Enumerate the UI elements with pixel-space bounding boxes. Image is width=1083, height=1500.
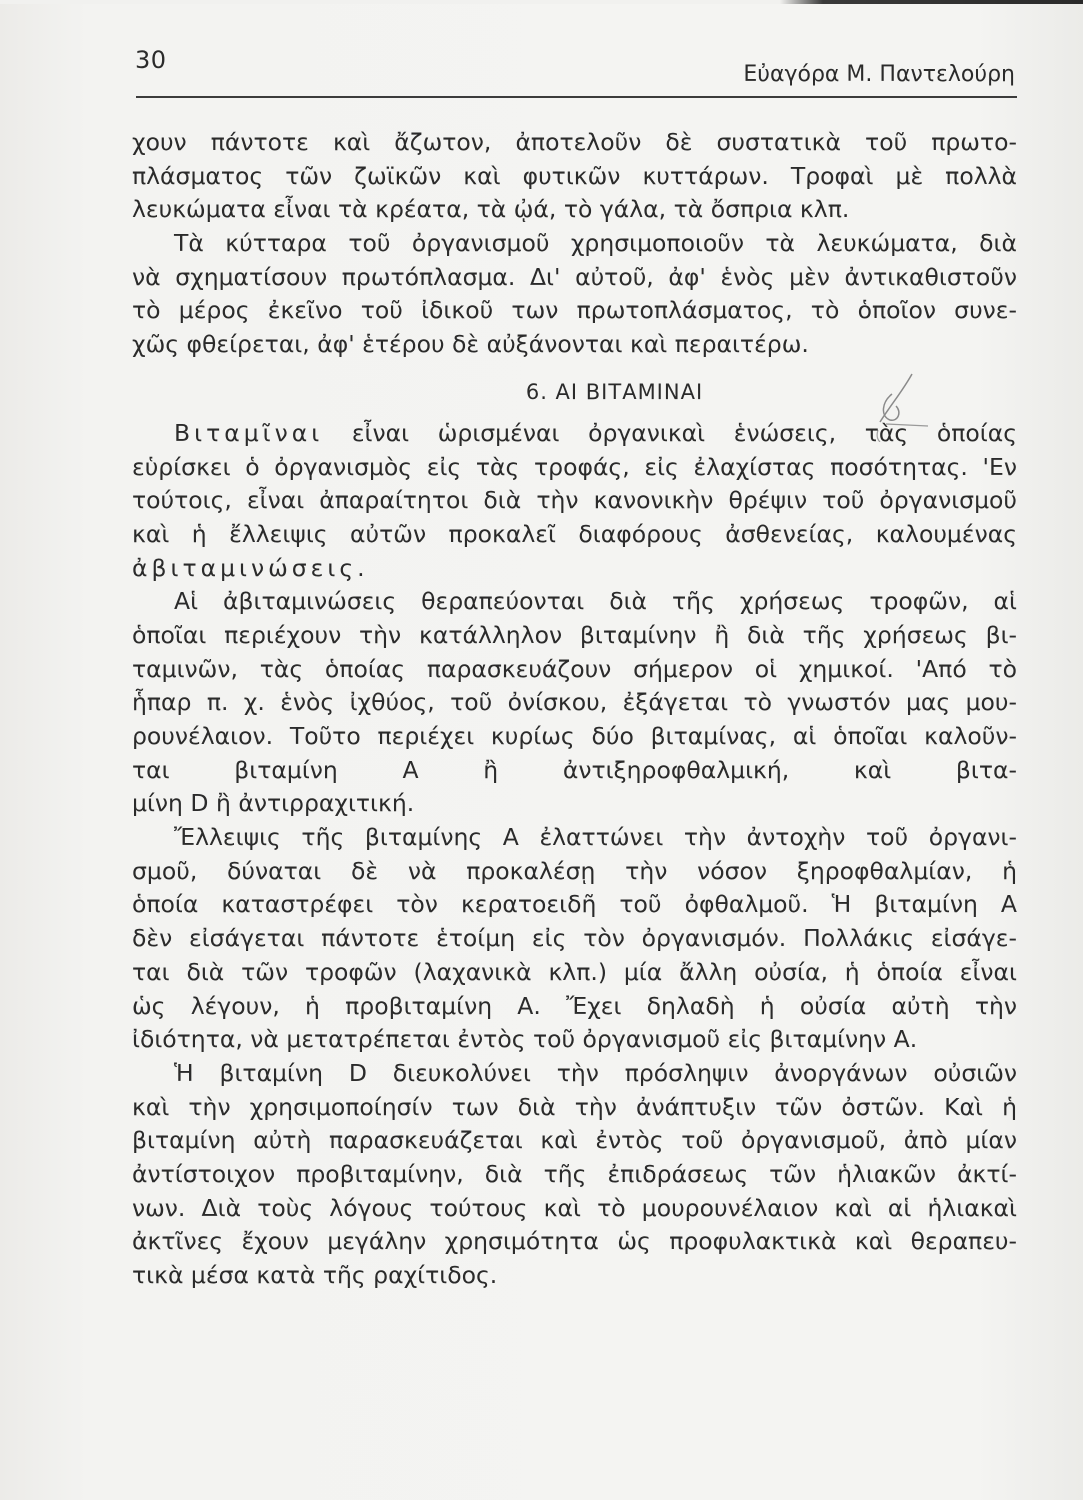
header-rule — [136, 96, 1017, 98]
text-line: ἀκτῖνες ἔχουν μεγάλην χρησιμότητα ὡς προφυλακτικὰ καὶ θεραπευ- — [132, 1227, 1017, 1256]
text-line: ὡς λέγουν, ἡ προβιταμίνη Α. Ἔχει δηλαδὴ ἡ οὐσία αὐτὴ τὴν — [132, 991, 1017, 1020]
text-line: τούτοις, εἶναι ἀπαραίτητοι διὰ τὴν κανονικὴν θρέψιν τοῦ ὀργανισμοῦ — [132, 486, 1017, 515]
text-line: ἀβιταμινώσεις. — [132, 553, 369, 582]
text-line: νων. Διὰ τοὺς λόγους τούτους καὶ τὸ μουρουνέλαιον καὶ αἱ ἡλιακαὶ — [132, 1193, 1017, 1222]
text-line: ἀντίστοιχον προβιταμίνην, διὰ τῆς ἐπιδράσεως τῶν ἡλιακῶν ἀκτί- — [132, 1159, 1017, 1188]
text-line: τὸ μέρος ἐκεῖνο τοῦ ἰδικοῦ των πρωτοπλάσματος, τὸ ὁποῖον συνε- — [132, 296, 1017, 325]
text-line: Ἔλλειψις τῆς βιταμίνης Α ἐλαττώνει τὴν ἀντοχὴν τοῦ ὀργανι- — [174, 823, 1017, 852]
body-text — [132, 126, 1017, 1293]
text-line: δὲν εἰσάγεται πάντοτε ἑτοίμη εἰς τὸν ὀργανισμόν. Πολλάκις εἰσάγε- — [132, 924, 1017, 953]
text-line: μίνη D ἢ ἀντιρραχιτική. — [132, 789, 415, 818]
text-line: καὶ ἡ ἔλλειψις αὐτῶν προκαλεῖ διαφόρους ἀσθενείας, καλουμένας — [132, 519, 1017, 548]
text-line: χῶς φθείρεται, ἀφ' ἑτέρου δὲ αὐξάνονται καὶ περαιτέρω. — [132, 330, 809, 359]
text-run: εἶναι ὡρισμέναι ὀργανικαὶ ἑνώσεις, τὰς ὁποίας — [351, 418, 1017, 447]
text-line: τικὰ μέσα κατὰ τῆς ραχίτιδος. — [132, 1261, 498, 1289]
text-line: εὑρίσκει ὁ ὀργανισμὸς εἰς τὰς τροφάς, εἰς ἐλαχίστας ποσότητας. 'Εν — [132, 452, 1017, 481]
running-head: Εὐαγόρα Μ. Παντελούρη — [743, 62, 1015, 87]
text-line: χουν πάντοτε καὶ ἄζωτον, ἀποτελοῦν δὲ συστατικὰ τοῦ πρωτο- — [132, 128, 1017, 156]
section-heading: 6. ΑΙ ΒΙΤΑΜΙΝΑΙ — [525, 379, 704, 404]
page-number: 30 — [135, 46, 167, 74]
text-line: ἧπαρ π. χ. ἑνὸς ἰχθύος, τοῦ ὀνίσκου, ἐξάγεται τὸ γνωστόν μας μου- — [132, 688, 1017, 717]
text-line: ὁποῖαι περιέχουν τὴν κατάλληλον βιταμίνην ἢ διὰ τῆς χρήσεως βι- — [132, 620, 1017, 649]
spaced-term: Βιταμῖναι — [174, 418, 324, 447]
text-line: καὶ τὴν χρησιμοποίησίν των διὰ τὴν ἀνάπτυξιν τῶν ὀστῶν. Καὶ ἡ — [132, 1092, 1017, 1121]
text-line: ται βιταμίνη Α ἢ ἀντιξηροφθαλμική, καὶ βιτα- — [132, 755, 1017, 784]
text-line: ταμινῶν, τὰς ὁποίας παρασκευάζουν σήμερον οἱ χημικοί. 'Από τὸ — [132, 654, 1017, 683]
text-line: νὰ σχηματίσουν πρωτόπλασμα. Δι' αὐτοῦ, ἀφ' ἑνὸς μὲν ἀντικαθιστοῦν — [132, 262, 1017, 291]
text-line: ρουνέλαιον. Τοῦτο περιέχει κυρίως δύο βιταμίνας, αἱ ὁποῖαι καλοῦν- — [132, 722, 1017, 750]
text-line: ἰδιότητα, νὰ μετατρέπεται ἐντὸς τοῦ ὀργανισμοῦ εἰς βιταμίνην Α. — [132, 1025, 918, 1054]
text-line: βιταμίνη αὐτὴ παρασκευάζεται καὶ ἐντὸς τοῦ ὀργανισμοῦ, ἀπὸ μίαν — [132, 1126, 1017, 1155]
text-line — [132, 417, 1017, 451]
text-line: Αἱ ἀβιταμινώσεις θεραπεύονται διὰ τῆς χρήσεως τροφῶν, αἱ — [174, 587, 1017, 616]
text-line: Ἡ βιταμίνη D διευκολύνει τὴν πρόσληψιν ἀνοργάνων οὐσιῶν — [174, 1058, 1017, 1087]
text-line: σμοῦ, δύναται δὲ νὰ προκαλέσῃ τὴν νόσον ξηροφθαλμίαν, ἡ — [132, 856, 1017, 885]
text-line: ται διὰ τῶν τροφῶν (λαχανικὰ κλπ.) μία ἄλλη οὐσία, ἡ ὁποία εἶναι — [132, 957, 1017, 986]
text-line: Τὰ κύτταρα τοῦ ὀργανισμοῦ χρησιμοποιοῦν τὰ λευκώματα, διὰ — [174, 229, 1017, 258]
text-line: ὁποία καταστρέφει τὸν κερατοειδῆ τοῦ ὀφθαλμοῦ. Ἡ βιταμίνη Α — [132, 890, 1017, 919]
text-line: λευκώματα εἶναι τὰ κρέατα, τὰ ᾠά, τὸ γάλα, τὰ ὄσπρια κλπ. — [132, 195, 850, 224]
scan-edge — [0, 0, 1083, 4]
text-line: πλάσματος τῶν ζωϊκῶν καὶ φυτικῶν κυττάρων. Τροφαὶ μὲ πολλὰ — [132, 161, 1017, 190]
